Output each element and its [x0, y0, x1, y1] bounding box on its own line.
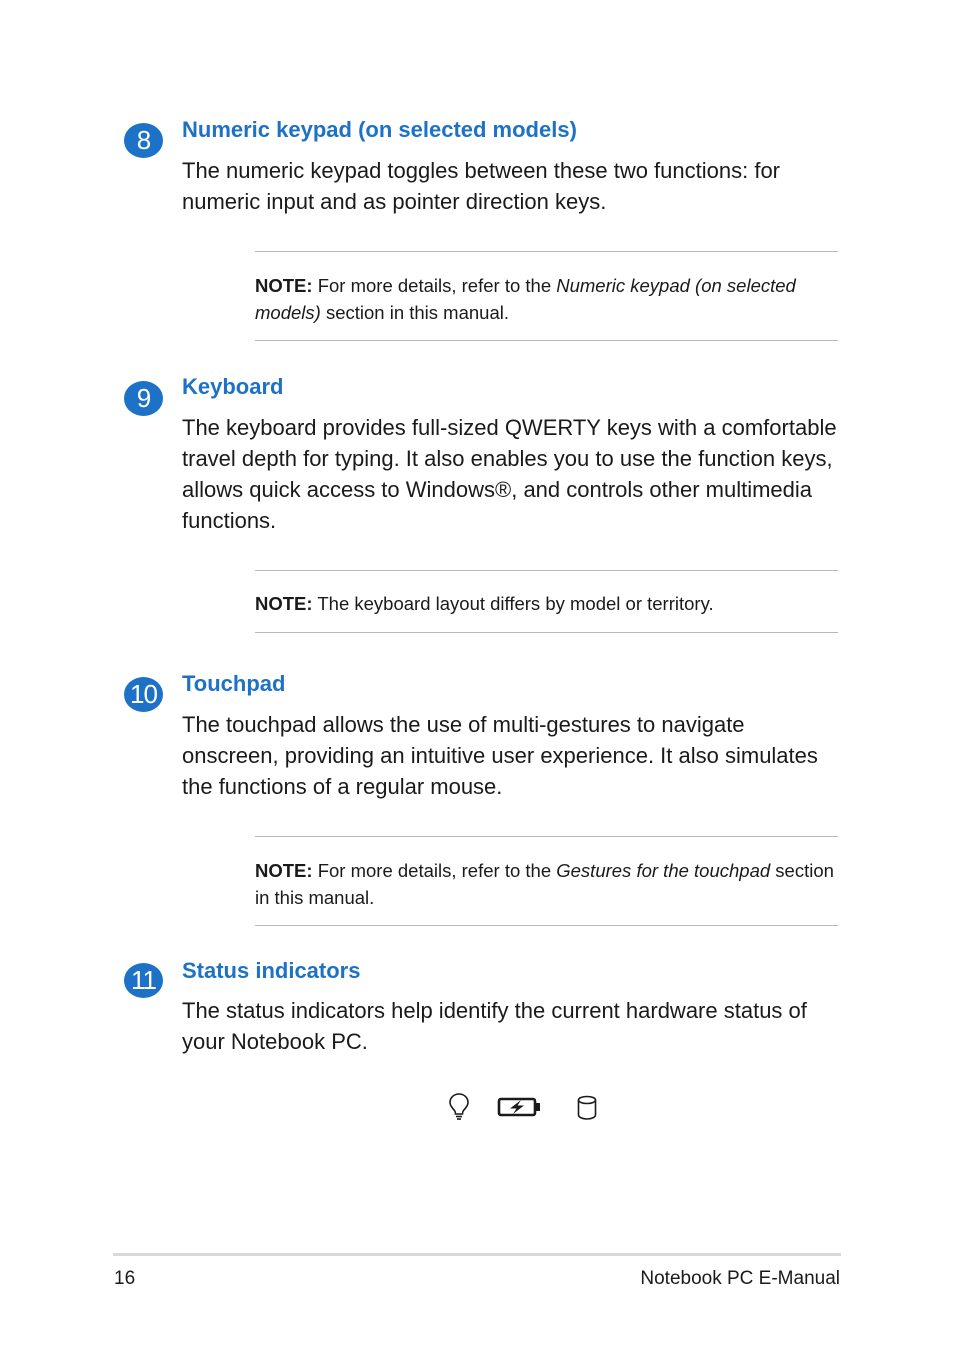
- note-label: NOTE:: [255, 593, 313, 614]
- storage-drive-icon: [576, 1094, 598, 1122]
- note-text-after: section in this manual.: [320, 302, 509, 323]
- section-heading-status-indicators: Status indicators: [182, 958, 361, 983]
- note-numeric-keypad: [255, 251, 838, 341]
- note-text: [255, 272, 838, 326]
- note-reference: Numeric keypad (on selected models): [255, 275, 796, 323]
- note-text: [255, 857, 838, 911]
- section-heading-keyboard: Keyboard: [182, 374, 284, 399]
- note-text-after: section in this manual.: [255, 860, 834, 908]
- section-number-badge: 8: [124, 123, 163, 158]
- note-text: [255, 590, 838, 617]
- section-body-keyboard: The keyboard provides full-sized QWERTY keys with a comfortable travel depth for typing. It also enables you to use the function keys, allows quick access to Windows®, and controls other multimedia functions.: [182, 415, 837, 533]
- page-number: 16: [114, 1268, 136, 1289]
- battery-charging-icon: [497, 1096, 543, 1118]
- note-reference: Gestures for the touchpad: [556, 860, 771, 881]
- section-heading-numeric-keypad: Numeric keypad (on selected models): [182, 117, 577, 142]
- section-body-touchpad: The touchpad allows the use of multi-gestures to navigate onscreen, providing an intuitive user experience. It also simulates the functions of a regular mouse.: [182, 712, 818, 799]
- manual-title: Notebook PC E-Manual: [640, 1268, 840, 1289]
- section-number-badge: 10: [124, 677, 163, 712]
- note-text-before: For more details, refer to the: [312, 860, 557, 881]
- section-heading-touchpad: Touchpad: [182, 671, 286, 696]
- section-number-badge: 11: [124, 963, 163, 998]
- note-label: NOTE:: [255, 275, 313, 296]
- note-text-before: For more details, refer to the: [312, 275, 557, 296]
- section-number-badge: 9: [124, 381, 163, 416]
- section-body-status-indicators: The status indicators help identify the current hardware status of your Notebook PC.: [182, 998, 807, 1054]
- section-body-numeric-keypad: The numeric keypad toggles between these two functions: for numeric input and as pointer direction keys.: [182, 158, 781, 214]
- lightbulb-icon: [447, 1092, 471, 1122]
- note-label: NOTE:: [255, 860, 313, 881]
- footer-divider: [113, 1253, 841, 1256]
- note-keyboard: [255, 570, 838, 633]
- note-text-body: The keyboard layout differs by model or territory.: [312, 593, 714, 614]
- note-touchpad: [255, 836, 838, 926]
